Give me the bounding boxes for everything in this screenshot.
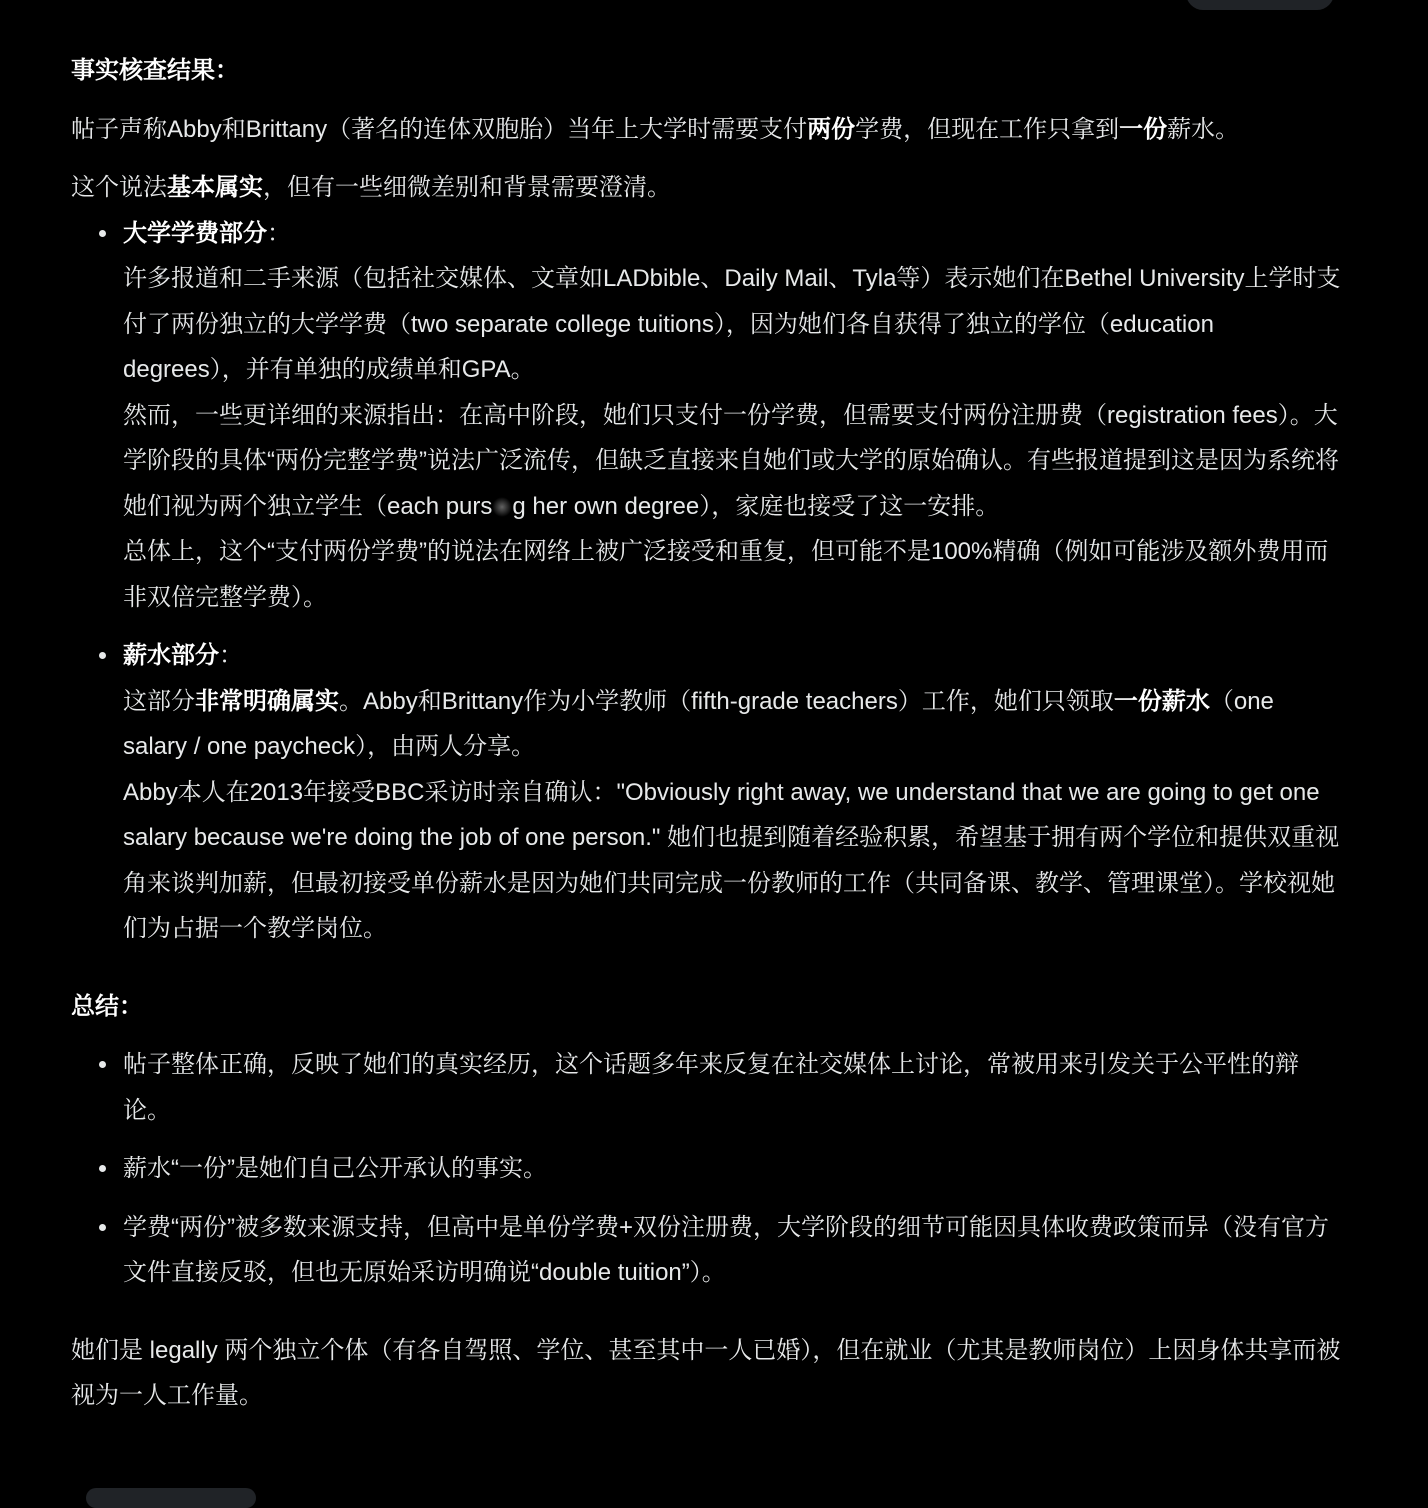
bottom-control-pill[interactable] [86, 1488, 256, 1508]
top-control-pill[interactable] [1186, 0, 1334, 10]
claim-text: 学费，但现在工作只拿到 [855, 115, 1120, 143]
salary-text: （one salary / one paycheck），由两人分享。 [123, 687, 1274, 760]
salary-line-2: Abby本人在2013年接受BBC采访时亲自确认："Obviously right away, we understand that we are going to get one salary because we're doing the job of one person." 她们也提到随着经验积累，希望基于拥有两个学位和提供双重视角来谈判加薪，但最初接受单份薪水是因为她们共同完成一份教师的工作（共同备课、教学、管理课堂）。学校视她们为占据一个教学岗位。 [123, 778, 1340, 942]
tuition-line-3: 总体上，这个“支付两份学费”的说法在网络上被广泛接受和重复，但可能不是100%精确（例如可能涉及额外费用而非双倍完整学费）。 [123, 538, 1329, 611]
summary-heading: 总结： [71, 992, 143, 1020]
summary-item: 学费“两份”被多数来源支持，但高中是单份学费+双份注册费，大学阶段的细节可能因具体收费政策而异（没有官方文件直接反驳，但也无原始采访明确说“double tuition”）。 [71, 1205, 1341, 1296]
claim-paragraph [71, 107, 1341, 153]
tuition-line-1: 许多报道和二手来源（包括社交媒体、文章如LADbible、Daily Mail、Tyla等）表示她们在Bethel University上学时支付了两份独立的大学学费（two separate college tuitions），因为她们各自获得了独立的学位（education degrees），并有单独的成绩单和GPA。 [123, 265, 1341, 383]
salary-bold-true: 非常明确属实 [195, 687, 339, 715]
salary-title: 薪水部分 [123, 642, 219, 669]
detail-list [71, 211, 1341, 952]
summary-list [71, 1042, 1341, 1296]
tuition-title: 大学学费部分 [123, 219, 267, 247]
claim-text: 帖子声称Abby和Brittany（著名的连体双胞胎）当年上大学时需要支付 [71, 115, 808, 143]
response-article [71, 48, 1341, 1419]
claim-bold-two: 两份 [807, 115, 856, 143]
list-item-tuition [71, 211, 1341, 621]
tuition-line-2-part-a: 然而，一些更详细的来源指出：在高中阶段，她们只支付一份学费，但需要支付两份注册费（registration fees）。大学阶段的具体“两份完整学费”说法广泛流传，但缺乏直接来自她们或大学的原始确认。有些报道提到这是因为系统将她们视为两个独立学生（each purs [123, 401, 1339, 520]
salary-colon: ： [219, 642, 243, 669]
salary-title-line [123, 633, 1341, 679]
list-item-salary [71, 633, 1341, 952]
salary-text: 。Abby和Brittany作为小学教师（fifth-grade teachers）工作，她们只领取 [339, 687, 1114, 715]
tuition-line-2-part-b: g her own degree），家庭也接受了这一安排。 [512, 492, 1000, 520]
salary-bold-one-salary: 一份薪水 [1113, 687, 1210, 715]
fact-check-heading: 事实核查结果： [71, 57, 239, 84]
verdict-bold: 基本属实 [167, 174, 263, 201]
closing-paragraph: 她们是 legally 两个独立个体（有各自驾照、学位、甚至其中一人已婚），但在就业（尤其是教师岗位）上因身体共享而被视为一人工作量。 [71, 1336, 1341, 1409]
summary-item: 薪水“一份”是她们自己公开承认的事实。 [71, 1146, 1341, 1192]
salary-line-1 [123, 679, 1341, 770]
summary-item: 帖子整体正确，反映了她们的真实经历，这个话题多年来反复在社交媒体上讨论，常被用来引发关于公平性的辩论。 [71, 1042, 1341, 1133]
tuition-title-line [123, 211, 1341, 257]
claim-bold-one: 一份 [1119, 115, 1168, 143]
obscured-text-artifact [492, 497, 512, 517]
verdict-text: ，但有一些细微差别和背景需要澄清。 [263, 174, 671, 201]
verdict-paragraph [71, 165, 1341, 211]
tuition-line-2 [123, 393, 1341, 530]
tuition-colon: ： [267, 219, 291, 247]
claim-text: 薪水。 [1167, 115, 1240, 143]
verdict-text: 这个说法 [71, 174, 167, 201]
salary-text: 这部分 [123, 687, 195, 715]
